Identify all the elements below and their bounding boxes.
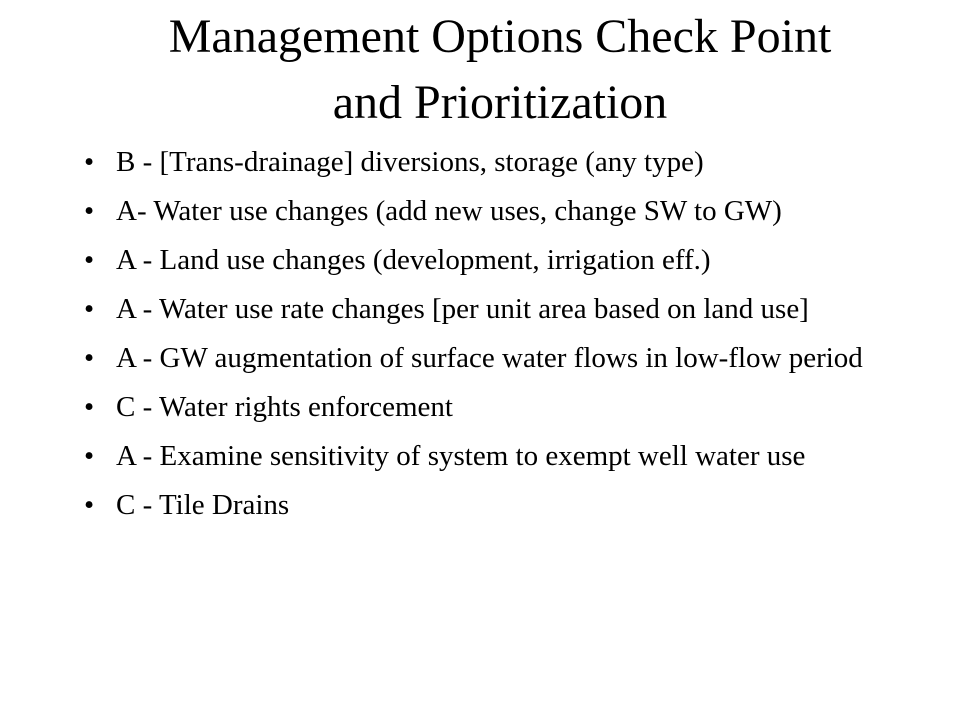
slide-title <box>60 4 940 136</box>
bullet-text-4: A - Water use rate changes [per unit area based on land use] <box>116 293 809 325</box>
bullet-icon: • <box>84 342 95 374</box>
bullet-list <box>80 146 930 538</box>
bullet-text-5: A - GW augmentation of surface water flows in low-flow period <box>116 342 863 374</box>
bullet-item-8 <box>80 489 930 522</box>
bullet-icon: • <box>84 391 95 423</box>
bullet-text-6: C - Water rights enforcement <box>116 391 453 423</box>
bullet-icon: • <box>84 489 95 521</box>
bullet-icon: • <box>84 195 95 227</box>
bullet-icon: • <box>84 293 95 325</box>
bullet-item-5 <box>80 342 930 375</box>
bullet-text-3: A - Land use changes (development, irrigation eff.) <box>116 244 711 276</box>
bullet-text-7: A - Examine sensitivity of system to exempt well water use <box>116 440 806 472</box>
bullet-item-1 <box>80 146 930 179</box>
slide-title-line-2: and Prioritization <box>332 76 668 129</box>
bullet-text-2: A- Water use changes (add new uses, change SW to GW) <box>116 195 782 227</box>
bullet-item-4 <box>80 293 930 326</box>
bullet-text-1: B - [Trans-drainage] diversions, storage (any type) <box>116 146 704 178</box>
bullet-item-7 <box>80 440 930 473</box>
bullet-item-2 <box>80 195 930 228</box>
bullet-icon: • <box>84 440 95 472</box>
bullet-item-3 <box>80 244 930 277</box>
bullet-text-8: C - Tile Drains <box>116 489 290 521</box>
slide-title-line-1: Management Options Check Point <box>168 10 832 63</box>
bullet-item-6 <box>80 391 930 424</box>
bullet-icon: • <box>84 244 95 276</box>
bullet-icon: • <box>84 146 95 178</box>
